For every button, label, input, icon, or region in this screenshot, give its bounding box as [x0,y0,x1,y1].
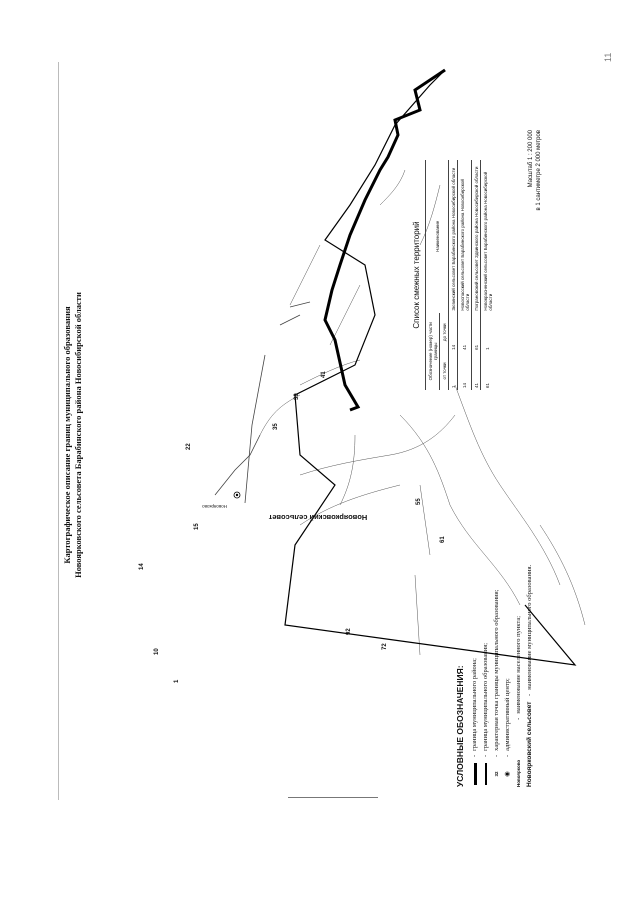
cell-name: Новоспасский сельсовет Барабинского района Новосибирской области [458,160,472,313]
point-label: 15 [194,523,200,530]
scale-description: в 1 сантиметре 2 000 метров [536,130,542,211]
legend-item: Новоярковский сельсовет - наименование муниципального образования. [525,487,536,787]
legend-item: Новоярково - наименование населенного пункта; [514,487,525,787]
title-line-1: Картографическое описание границ муниципального образования [62,306,72,564]
boundary-points [139,371,446,683]
settlement-label: Новоярково [202,504,227,509]
table-row [472,160,481,390]
cell-from: 41 [472,352,481,390]
admin-center-icon: ◉ [503,771,511,777]
adjacent-title: Список смежных территорий [412,221,421,329]
col-name-header: Наименование [426,160,449,313]
legend [455,487,536,787]
cell-name: Зюзинский сельсовет Барабинского района Новосибирской области [449,160,458,313]
cell-name: Пограновский сельсовет Здвинского района Новосибирской области [472,160,481,313]
table-row [481,160,495,390]
point-label: 1 [174,679,180,683]
col-group-header: Обозначение (номер) части границы [426,313,440,390]
legend-item-text: характерная точка границы муниципального образования; [492,589,500,751]
point-label: 92 [346,628,352,635]
adjacent-table [425,160,494,390]
settlement-marker [202,492,240,509]
cell-to: 14 [449,313,458,352]
page-number: 11 [603,52,613,62]
legend-item-text: наименование муниципального образования. [525,564,533,690]
municipal-boundary-swatch [485,761,486,787]
legend-item-text: административный центр; [503,678,511,751]
point-label: 72 [382,643,388,650]
map-scale [527,130,543,250]
cell-to: 1 [481,313,495,352]
col-from-header: от точки [440,352,449,390]
point-label: 22 [186,443,192,450]
district-boundary-swatch [474,761,477,787]
legend-item: - граница муниципального образования; [481,487,492,787]
point-label: 55 [416,498,422,505]
point-label: 41 [321,371,327,378]
title-line-2: Новоярковского сельсовета Барабинского района Новосибирской области [73,292,83,578]
table-row [449,160,458,390]
municipality-symbol: Новоярковский сельсовет [525,701,533,787]
cell-from: 61 [481,352,495,390]
cell-from: 14 [458,352,472,390]
cell-to: 41 [458,313,472,352]
legend-item: ◉ - административный центр; [503,487,514,787]
legend-item-text: граница муниципального района; [470,658,478,751]
point-label: 14 [139,563,145,570]
legend-item: - граница муниципального района; [470,487,481,787]
legend-item-text: граница муниципального образования; [481,642,489,751]
table-row [458,160,472,390]
settlement-symbol: Новоярково [515,759,521,787]
region-label: Новоярковский сельсовет [268,513,368,522]
col-to-header: до точки [440,313,449,352]
cell-name: Новокрасненский сельсовет Барабинского района Новосибирской области [481,160,495,313]
point-label: 35 [273,423,279,430]
point-label: 61 [440,536,446,543]
cell-from: 1 [449,352,458,390]
point-label: 10 [154,648,160,655]
legend-heading: УСЛОВНЫЕ ОБОЗНАЧЕНИЯ: [455,665,465,787]
cell-to: 61 [472,313,481,352]
legend-item-text: наименование населенного пункта; [514,615,522,714]
point-symbol: 32 [493,771,499,777]
point-label: 39 [294,393,300,400]
adjacent-territories [412,160,494,390]
scale-ratio: Масштаб 1 : 200 000 [528,130,534,188]
legend-item: 32 - характерная точка границы муниципального образования; [492,487,503,787]
